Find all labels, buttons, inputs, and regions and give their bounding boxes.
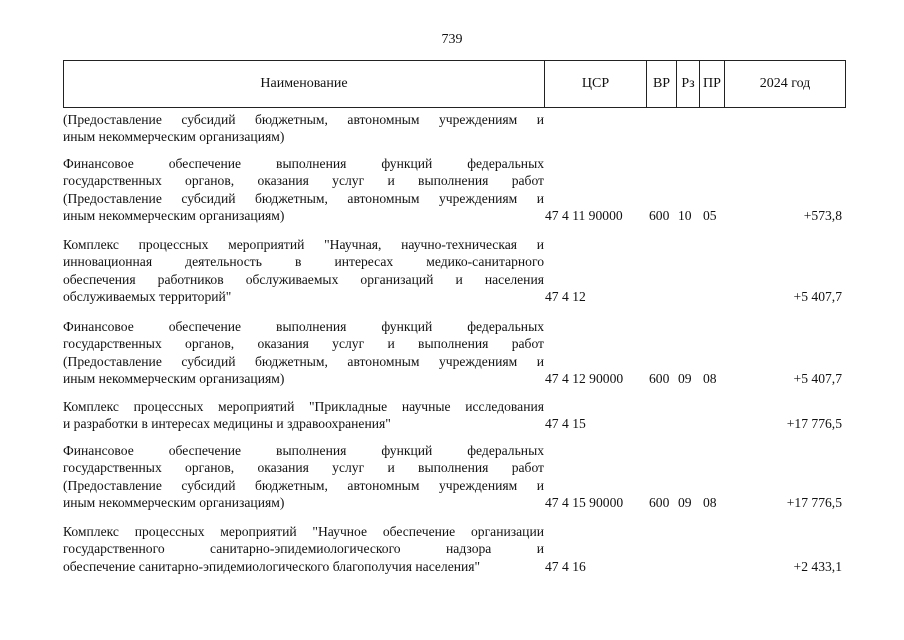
row-name-line: Комплекс процессных мероприятий "Научная, научно-техническая и [63, 237, 544, 252]
row-name-line: государственных органов, оказания услуг и выполнения работ [63, 173, 544, 189]
row-pr: 08 [703, 495, 717, 511]
row-name-line: иным некоммерческим организациям) [63, 129, 285, 145]
row-name-line: (Предоставление субсидий бюджетным, автономным учреждениям и [63, 190, 544, 206]
column-header-rz: Рз [677, 61, 700, 107]
column-header-vr: ВР [647, 61, 677, 107]
row-name-line: обеспечения работников обслуживаемых организаций и населения [63, 271, 544, 287]
row-name [63, 236, 544, 306]
row-name-line: обслуживаемых территорий" [63, 289, 232, 305]
row-csr: 47 4 16 [545, 558, 586, 574]
row-name [63, 155, 544, 225]
row-name-line: иным некоммерческим организациям) [63, 208, 285, 224]
row-name-line: государственного санитарно-эпидемиологического надзора и [63, 541, 544, 557]
row-vr: 600 [649, 208, 670, 224]
row-vr: 600 [649, 495, 670, 511]
row-csr: 47 4 11 90000 [545, 208, 623, 224]
row-name-line: (Предоставление субсидий бюджетным, автономным учреждениям и [63, 353, 544, 369]
row-pr: 05 [703, 208, 717, 224]
row-amount: +2 433,1 [793, 558, 842, 574]
row-amount: +17 776,5 [786, 495, 842, 511]
row-rz: 09 [678, 371, 692, 387]
row-rz: 10 [678, 208, 692, 224]
row-pr: 08 [703, 371, 717, 387]
row-name-line: обеспечение санитарно-эпидемиологического благополучия населения" [63, 558, 481, 574]
row-amount: +5 407,7 [793, 289, 842, 305]
page-number: 739 [441, 32, 463, 47]
row-name-line: (Предоставление субсидий бюджетным, автономным учреждениям и [63, 112, 544, 127]
row-name-line: иным некоммерческим организациям) [63, 371, 285, 387]
row-name-line: государственных органов, оказания услуг и выполнения работ [63, 460, 544, 476]
row-csr: 47 4 12 [545, 289, 586, 305]
row-name-line: Финансовое обеспечение выполнения функций федеральных [63, 443, 544, 458]
row-amount: +5 407,7 [793, 371, 842, 387]
column-header-name: Наименование [64, 61, 545, 107]
row-csr: 47 4 15 [545, 416, 586, 432]
row-csr: 47 4 12 90000 [545, 371, 624, 387]
row-amount: +17 776,5 [786, 416, 842, 432]
row-vr: 600 [649, 371, 670, 387]
row-name-line: Финансовое обеспечение выполнения функций федеральных [63, 156, 544, 171]
row-name-line: инновационная деятельность в интересах медико-санитарного [63, 254, 544, 270]
row-name [63, 442, 544, 512]
row-amount: +573,8 [803, 208, 842, 224]
row-name-line: Комплекс процессных мероприятий "Научное обеспечение организации [63, 524, 544, 539]
row-name [63, 523, 544, 575]
row-csr: 47 4 15 90000 [545, 495, 624, 511]
row-name-line: государственных органов, оказания услуг и выполнения работ [63, 336, 544, 352]
row-name [63, 111, 544, 146]
row-name [63, 398, 544, 433]
row-name-line: Финансовое обеспечение выполнения функций федеральных [63, 319, 544, 334]
row-name [63, 318, 544, 388]
column-header-csr: ЦСР [545, 61, 647, 107]
row-rz: 09 [678, 495, 692, 511]
column-header-year: 2024 год [759, 76, 811, 91]
row-name-line: Комплекс процессных мероприятий "Прикладные научные исследования [63, 399, 544, 414]
row-name-line: иным некоммерческим организациям) [63, 495, 285, 511]
row-name-line: и разработки в интересах медицины и здравоохранения" [63, 416, 391, 432]
table-header [63, 60, 846, 108]
row-name-line: (Предоставление субсидий бюджетным, автономным учреждениям и [63, 477, 544, 493]
column-header-pr: ПР [700, 61, 725, 107]
